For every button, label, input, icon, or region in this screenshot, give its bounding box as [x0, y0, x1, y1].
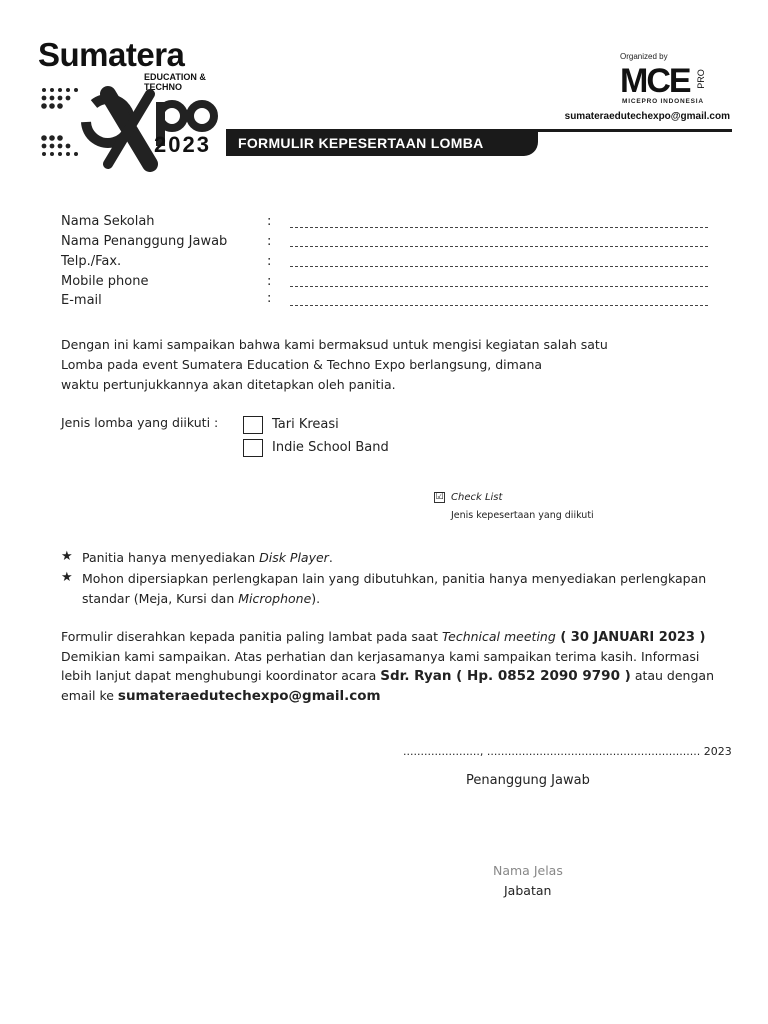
star-icon: ★	[61, 549, 73, 564]
closing-line: Demikian kami sampaikan. Atas perhatian dan kerjasamanya kami sampaikan terima kasih. Informasi	[61, 649, 700, 664]
note-item	[82, 550, 333, 565]
field-input-mobile[interactable]	[290, 286, 708, 287]
note-emphasis: Microphone	[238, 591, 312, 606]
note-text: Panitia hanya menyediakan	[82, 550, 260, 565]
field-label-mobile: Mobile phone	[61, 274, 149, 289]
note-item: Mohon dipersiapkan perlengkapan lain yang dibutuhkan, panitia hanya menyediakan perlengkapan	[82, 571, 707, 586]
field-input-email[interactable]	[290, 305, 708, 306]
micepro-letters: MCE	[620, 62, 690, 100]
field-label-school: Nama Sekolah	[61, 214, 155, 229]
note-text: ).	[311, 591, 321, 606]
option-label: Tari Kreasi	[272, 417, 339, 432]
field-label-email: E-mail	[61, 293, 102, 308]
closing-line	[61, 668, 714, 684]
checkbox-checked-icon: ☑	[435, 492, 444, 502]
field-label-phone: Telp./Fax.	[61, 254, 122, 269]
organizer-logo	[620, 50, 730, 110]
checkbox-indie-school-band[interactable]	[243, 439, 263, 457]
closing-line	[61, 688, 381, 704]
form-title: FORMULIR KEPESERTAAN LOMBA	[238, 135, 484, 151]
legend-title: Check List	[451, 492, 503, 503]
logo-sub-line: EDUCATION &	[144, 72, 206, 82]
logo-year: 2023	[154, 132, 211, 157]
deadline-date: ( 30 JANUARI 2023 )	[555, 630, 706, 645]
field-colon: :	[267, 214, 272, 229]
signature-date-line[interactable]: ......................, ............................................................. 2023	[403, 745, 732, 758]
closing-text: lebih lanjut dapat menghubungi koordinator acara	[61, 668, 381, 683]
event-logo	[38, 36, 218, 176]
legend-description: Jenis kepesertaan yang diikuti	[451, 510, 594, 521]
coordinator-phone: ( Hp. 0852 2090 9790 )	[451, 668, 631, 684]
option-label: Indie School Band	[272, 440, 389, 455]
note-item	[82, 591, 320, 606]
intro-line: Lomba pada event Sumatera Education & Techno Expo berlangsung, dimana	[61, 357, 543, 372]
signature-title: Jabatan	[504, 883, 552, 898]
closing-text: atau dengan	[630, 668, 714, 683]
contact-email[interactable]: sumateraedutechexpo@gmail.com	[117, 688, 381, 704]
micepro-pro: PRO	[695, 69, 706, 89]
note-emphasis: Disk Player	[259, 550, 329, 565]
field-colon: :	[267, 291, 272, 306]
field-input-school[interactable]	[290, 227, 708, 228]
star-icon: ★	[61, 570, 73, 585]
field-input-phone[interactable]	[290, 266, 708, 267]
header-email[interactable]: sumateraedutechexpo@gmail.com	[564, 111, 730, 122]
intro-line: Dengan ini kami sampaikan bahwa kami bermaksud untuk mengisi kegiatan salah satu	[61, 337, 608, 352]
signature-role: Penanggung Jawab	[466, 773, 590, 788]
closing-emphasis: Technical meeting	[442, 629, 556, 644]
closing-text: email ke	[61, 688, 118, 703]
note-text: standar (Meja, Kursi dan	[82, 591, 239, 606]
signature-name-placeholder[interactable]: Nama Jelas	[493, 863, 563, 878]
field-colon: :	[267, 234, 272, 249]
note-text: .	[328, 550, 333, 565]
coordinator-name: Sdr. Ryan	[380, 668, 452, 684]
closing-text: Formulir diserahkan kepada panitia paling lambat pada saat	[61, 629, 443, 644]
micepro-mark	[620, 64, 714, 98]
field-colon: :	[267, 274, 272, 289]
logo-expo-graphic	[38, 82, 218, 172]
competition-label: Jenis lomba yang diikuti :	[61, 415, 219, 430]
organizer-name: MICEPRO INDONESIA	[622, 98, 704, 105]
field-label-responsible: Nama Penanggung Jawab	[61, 234, 228, 249]
logo-sub-line: TECHNO	[144, 82, 182, 92]
intro-line: waktu pertunjukkannya akan ditetapkan oleh panitia.	[61, 377, 396, 392]
field-colon: :	[267, 254, 272, 269]
organized-by-label: Organized by	[620, 52, 668, 61]
logo-title: Sumatera	[38, 36, 185, 73]
field-input-responsible[interactable]	[290, 246, 708, 247]
closing-line	[61, 629, 705, 645]
checkbox-tari-kreasi[interactable]	[243, 416, 263, 434]
